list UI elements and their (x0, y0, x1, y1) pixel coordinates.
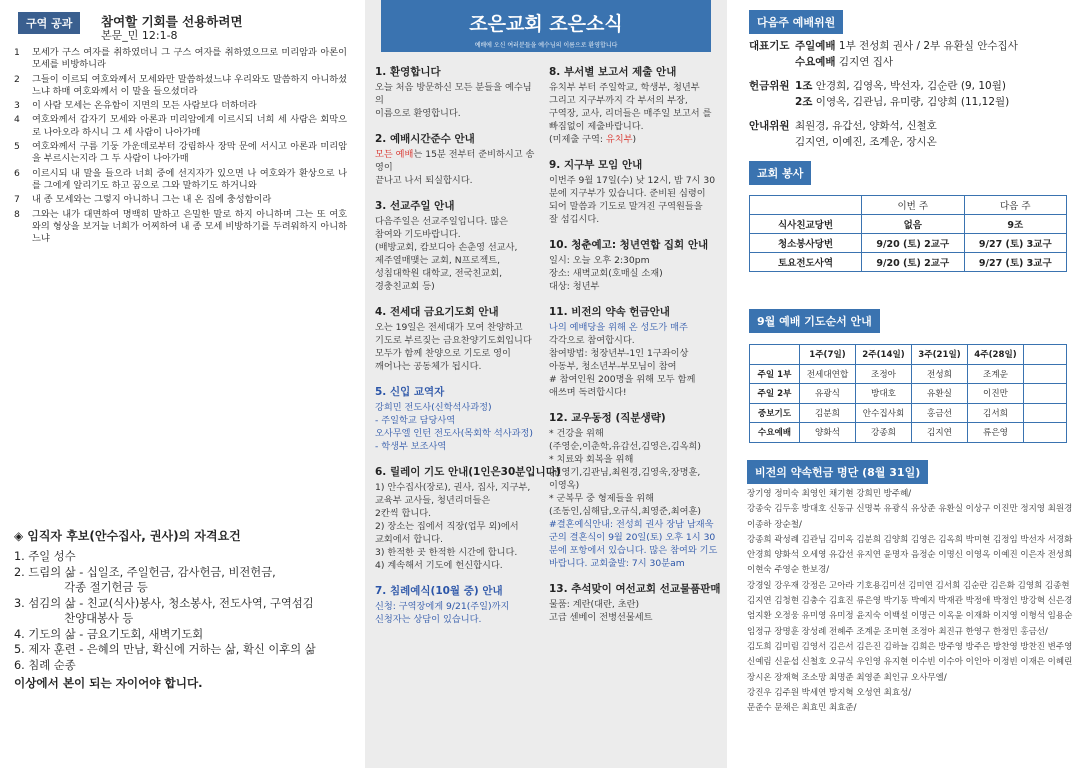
news-line: 이영옥) (549, 480, 580, 491)
news-section (549, 410, 719, 570)
news-line: (권영기,김관님,최원경,김영욱,장명훈, (549, 467, 701, 478)
news-header (381, 0, 711, 52)
news-column-2 (549, 64, 719, 635)
news-line: 이번주 9월 17일(수) 낮 12시, 밤 7시 30 (549, 175, 716, 186)
news-line: 아동부, 청소년부-부모님이 참여 (549, 361, 677, 372)
news-line (375, 148, 540, 174)
news-line: 바랍니다. 교회출발: 7시 30분am (549, 558, 685, 569)
worship-member-line (795, 94, 1009, 110)
vision-name-line: 엄지환 오정웅 유미영 유미정 윤지숙 이백설 이명근 이옥윤 이재화 이지영 이형석 임용순 (747, 611, 1073, 622)
service-corner-cell (750, 196, 862, 215)
news-subtitle: 예배에 오신 여러분들을 예수님의 이름으로 환영합니다 (474, 42, 618, 49)
news-section-title: 12. 교우동정 (직분생략) (549, 412, 666, 424)
news-line: 교회에서 합니다. (375, 534, 443, 545)
verse-text: 그와는 내가 대면하여 명백히 말하고 은밀한 말로 하지 아니하며 그는 또 여호와의 형상을 보거늘 너희가 어찌하여 내 종 모세 비방하기를 두려워하지 아니하느냐 (32, 208, 347, 245)
service-row-label: 토요전도사역 (750, 253, 862, 272)
prayer-cell: 안수집사회 (856, 403, 912, 423)
news-line: * 건강을 위해 (549, 428, 604, 439)
news-line: 유치부 부터 주일학교, 학생부, 청년부 (549, 82, 700, 93)
news-line: - 주일학교 담당사역 (375, 415, 456, 426)
worship-service-name: 2조 (795, 96, 813, 108)
prayer-column-header: 1주(7일) (800, 345, 856, 365)
news-line: (주영순,이춘학,유갑선,김영은,김옥희) (549, 441, 701, 452)
news-section (549, 581, 719, 624)
prayer-cell: 이진만 (968, 384, 1024, 404)
prayer-cell (1024, 423, 1067, 443)
vision-name-line: 장기영 정미숙 최영인 채기현 강희민 방주혜/ (747, 489, 912, 499)
prayer-extra-header (1024, 345, 1067, 365)
prayer-cell (1024, 403, 1067, 423)
prayer-cell: 김지연 (912, 423, 968, 443)
verse-number: 5 (14, 141, 20, 153)
news-line: (조동인,심해담,오규식,최영준,최여훈) (549, 506, 701, 517)
worship-members: 1부 전성희 권사 / 2부 유환실 안수집사 (838, 40, 1018, 52)
vision-name-line: 이종하 장순철/ (747, 519, 802, 530)
news-column-1 (375, 64, 561, 637)
news-line: 빠짐없이 제출바랍니다. (549, 121, 644, 132)
news-line: * 치료와 회복을 위해 (549, 454, 634, 465)
prayer-cell: 유환실 (912, 384, 968, 404)
service-column-header: 다음 주 (964, 196, 1067, 215)
prayer-row (750, 364, 1067, 384)
news-section-body (549, 598, 719, 624)
news-line: 4) 계속해서 기도에 헌신합시다. (375, 560, 503, 571)
news-section-title: 1. 환영합니다 (375, 66, 441, 78)
section-tag-lesson: 구역 공과 (18, 12, 80, 34)
service-next-week: 9/27 (토) 3교구 (964, 234, 1067, 253)
prayer-cell: 양화석 (800, 423, 856, 443)
prayer-cell: 전세대연합 (800, 364, 856, 384)
prayer-cell: 류은영 (968, 423, 1024, 443)
verse-text: 그들이 이르되 여호와께서 모세와만 말씀하셨느냐 우리와도 말씀하지 아니하셨느냐 하매 여호와께서 이 말을 들으셨더라 (32, 73, 347, 97)
prayer-cell (1024, 384, 1067, 404)
news-section (375, 198, 540, 293)
prayer-column-header: 4주(28일) (968, 345, 1024, 365)
verse-row (14, 100, 347, 112)
verse-text: 여호와께서 구름 기둥 가운데로부터 강림하사 장막 문에 서시고 아론과 미리암을 부르시는지라 그 두 사람이 나아가매 (32, 141, 347, 165)
vision-name-line: 임정규 장명훈 장성례 전혜주 조계운 조미현 조정아 최진규 한영구 한정민 홍금선/ (747, 626, 1048, 637)
news-line: # 참여인원 200명을 위해 모두 함께 (549, 374, 696, 385)
service-row (750, 253, 1067, 272)
news-line: * 군복무 중 형제들을 위해 (549, 493, 655, 504)
news-line: 깨어나는 공동체가 됩시다. (375, 361, 482, 372)
prayer-row-label: 수요예배 (750, 423, 800, 443)
verse-row (14, 209, 347, 246)
vision-name-line: 강종숙 김두홍 방대호 신동규 신명북 유광식 유상준 유환실 이상구 이진만 정지영 최원경 (747, 504, 1073, 515)
news-line: 이름으로 환영합니다. (375, 108, 461, 119)
worship-member-line (795, 78, 1009, 94)
news-section-body (375, 481, 540, 572)
news-line: 강희민 전도사(신학석사과정) (375, 402, 492, 413)
news-line: 대상: 청년부 (549, 281, 600, 292)
verse-row (14, 47, 347, 72)
news-section (549, 157, 719, 226)
verse-text: 내 종 모세와는 그렇지 아니하니 그는 내 온 집에 충성함이라 (32, 194, 272, 206)
news-section-body (375, 81, 540, 120)
news-section-title: 8. 부서별 보고서 제출 안내 (549, 66, 677, 78)
news-line: - 학생부 보조사역 (375, 441, 447, 452)
worship-row (749, 78, 1009, 110)
qualification-item: 각종 절기헌금 등 (14, 581, 148, 594)
news-section (375, 304, 540, 373)
vision-name-line: 안경희 양화석 오세영 유갑선 유지연 윤명자 음정순 이명신 이영옥 이예진 이은자 전성희 (747, 550, 1073, 561)
news-line: 장소: 새벽교회(호매실 소재) (549, 268, 663, 279)
news-line: #결혼예식안내: 전성희 권사 장남 남재욱 (549, 519, 714, 530)
left-column (0, 0, 365, 768)
news-section-body (549, 254, 719, 293)
qualification-item: 6. 침례 순종 (14, 658, 76, 672)
news-line (549, 133, 719, 146)
vision-name-line: 강진우 김주원 박세연 방지혁 오성연 최효성/ (747, 687, 912, 698)
prayer-cell: 조정아 (856, 364, 912, 384)
vision-name-line: 강경일 강우재 강정은 고아라 기호용김미선 김미연 김서희 김순란 김은화 김영희 김종현 (747, 580, 1070, 591)
news-line: 신청자는 상담이 있습니다. (375, 614, 482, 625)
vision-name-line: 강종희 곽성례 김관님 김미옥 김분희 김양희 김영은 김옥희 박미현 김정임 박선자 서경화 (747, 534, 1073, 545)
qualification-item: 2. 드림의 삶 - 십일조, 주일헌금, 감사헌금, 비전헌금, (14, 565, 276, 579)
service-table (749, 195, 1067, 272)
news-line: 고급 센베이 전병선물세트 (549, 612, 653, 623)
service-this-week: 없음 (862, 215, 965, 234)
news-line: 참여와 기도바랍니다. (375, 229, 461, 240)
worship-service-name: 1조 (795, 80, 813, 92)
verse-number: 8 (14, 208, 20, 220)
service-header: 교회 봉사 (749, 161, 811, 185)
worship-member-line (795, 38, 1018, 54)
verse-number: 7 (14, 194, 20, 206)
diamond-bullet-icon: ◈ (14, 528, 24, 543)
prayer-cell: 유광식 (800, 384, 856, 404)
news-line: 3) 한적한 곳 한적한 시간에 합니다. (375, 547, 518, 558)
service-next-week: 9/27 (토) 3교구 (964, 253, 1067, 272)
news-section-body (549, 174, 719, 226)
news-line: 물품: 계란(대란, 초란) (549, 599, 640, 610)
worship-members: 안경희, 김영옥, 박선자, 김순란 (9, 10월) (815, 80, 1006, 92)
worship-members: 김지연, 이예진, 조계운, 장시온 (795, 136, 937, 148)
news-line: 일시: 오늘 오후 2:30pm (549, 255, 650, 266)
news-line: 오사무엘 인턴 전도사(목회학 석사과정) (375, 428, 533, 439)
worship-row (749, 38, 1018, 70)
worship-member-line (795, 118, 937, 134)
worship-service-name: 주일예배 (795, 40, 836, 52)
news-line: 1) 안수집사(장로), 권사, 집사, 지구부, (375, 482, 531, 493)
middle-column (365, 0, 727, 768)
news-line: 잘 섬깁시다. (549, 214, 600, 225)
vision-name-line: 김도희 김미림 김영서 김은서 김은진 김하늘 김희은 방주영 방주은 방찬영 방찬진 변주영 (747, 641, 1073, 652)
news-line-rest: ) (632, 134, 637, 145)
news-line: 되어 말씀과 기도로 말겨진 구역원들을 (549, 201, 703, 212)
qualification-item: 3. 섬김의 삶 - 친교(식사)봉사, 청소봉사, 전도사역, 구역섬김 (14, 596, 314, 610)
service-column-header: 이번 주 (862, 196, 965, 215)
vision-name-line: 신예림 신윤섭 신철호 오규식 우인영 유지현 이수빈 이수아 이인아 이정빈 이재은 이혜린 (747, 657, 1073, 668)
worship-role-members (795, 118, 937, 150)
news-section-title: 6. 릴레이 기도 안내(1인은30분입니다) (375, 466, 561, 478)
vision-name-line: 이현숙 주영순 한보경/ (747, 565, 830, 576)
worship-role-members (795, 38, 1018, 70)
prayer-row-label: 주일 1부 (750, 364, 800, 384)
service-header-row (750, 196, 1067, 215)
news-line: 신청: 구역장에게 9/21(주일)까지 (375, 601, 510, 612)
verse-number: 4 (14, 114, 20, 126)
verse-number: 2 (14, 73, 20, 85)
lesson-reference: 본문_민 12:1-8 (101, 29, 178, 42)
verse-text: 여호와께서 갑자기 모세와 아론과 미리암에게 이르시되 너희 세 사람은 회막으로 나아오라 하시니 그 세 사람이 나아가매 (32, 114, 347, 138)
service-row (750, 234, 1067, 253)
qualification-item: 4. 기도의 삶 - 금요기도회, 새벽기도회 (14, 627, 204, 641)
prayer-corner-cell (750, 345, 800, 365)
vision-offering-list (747, 487, 1077, 716)
prayer-cell (1024, 364, 1067, 384)
worship-role-members (795, 78, 1009, 110)
verse-number: 1 (14, 47, 20, 58)
prayer-order-table (749, 344, 1067, 443)
worship-role-label: 헌금위원 (749, 80, 790, 92)
news-line: 경충친교회 등) (375, 281, 435, 292)
verse-number: 6 (14, 167, 20, 179)
verse-row (14, 141, 347, 166)
news-line: 2칸씩 합니다. (375, 508, 432, 519)
news-section-body (375, 401, 540, 453)
news-section (375, 583, 540, 626)
vision-name-line: 김지연 김청현 김충수 김효진 류은영 박기동 박예지 박재관 박정애 박정인 방강혁 신은경 (747, 596, 1073, 607)
verse-text: 이르시되 내 말을 들으라 너희 중에 선지자가 있으면 나 여호와가 환상으로 나를 그에게 알리기도 하고 꿈으로 그와 말하기도 하거니와 (32, 167, 347, 191)
prayer-cell: 김분희 (800, 403, 856, 423)
right-column (727, 0, 1087, 768)
qualification-title: 임직자 후보(안수집사, 권사)의 자격요건 (27, 529, 241, 543)
news-line-highlight: 유치부 (605, 134, 633, 145)
news-section-body (375, 148, 540, 187)
prayer-cell: 조계운 (968, 364, 1024, 384)
service-row-label: 청소봉사당번 (750, 234, 862, 253)
prayer-cell: 강종희 (856, 423, 912, 443)
prayer-cell: 홍금선 (912, 403, 968, 423)
news-line: 애쓰며 독려합시다! (549, 387, 627, 398)
qualification-item: 1. 주일 성수 (14, 550, 76, 563)
news-line: 모두가 함께 찬양으로 기도로 영이 (375, 348, 511, 359)
prayer-header-row (750, 345, 1067, 365)
news-line: 기도로 부르짖는 금요찬양기도회입니다 (375, 335, 532, 346)
news-line-highlight: 모든 예배 (375, 149, 414, 160)
news-section (375, 64, 540, 120)
qualification-footer: 이상에서 본이 되는 자이어야 합니다. (14, 676, 203, 690)
news-line: 오는 19일은 전세대가 모여 찬양하고 (375, 322, 523, 333)
news-section-body (549, 81, 719, 146)
news-line: 참여방법: 청장년부-1인 1구좌이상 (549, 348, 689, 359)
qualification-item: 찬양대봉사 등 (14, 612, 134, 625)
news-section-title: 5. 신입 교역자 (375, 386, 445, 398)
news-section (549, 237, 719, 293)
worship-members: 이영옥, 김관님, 유미량, 김양희 (11,12월) (815, 96, 1010, 108)
worship-role-label: 안내위원 (749, 120, 790, 132)
verse-row (14, 168, 347, 193)
verse-row (14, 194, 347, 206)
service-row-label: 식사친교당번 (750, 215, 862, 234)
vision-name-line: 장시온 장재혁 조소망 최명준 최영준 최인규 오사무엘/ (747, 672, 947, 683)
service-row (750, 215, 1067, 234)
worship-committee-header: 다음주 예배위원 (749, 10, 843, 34)
news-line: 군의 결혼식이 9월 20일(토) 오후 1시 30 (549, 532, 716, 543)
service-next-week: 9조 (964, 215, 1067, 234)
news-section-body (549, 321, 719, 399)
news-section-title: 7. 침례예식(10월 중) 안내 (375, 585, 503, 597)
news-line: 교육부 교사들, 청년리더들은 (375, 495, 491, 506)
news-line: 나의 예배당을 위해 온 성도가 매주 (549, 322, 688, 333)
qualification-heading (14, 527, 354, 544)
prayer-row (750, 423, 1067, 443)
news-title: 조은교회 조은소식 (469, 13, 623, 35)
news-line: 그리고 지구부까지 각 부서의 부장, (549, 95, 688, 106)
verse-text: 이 사람 모세는 온유함이 지면의 모든 사람보다 더하더라 (32, 100, 257, 112)
news-section (375, 131, 540, 187)
prayer-column-header: 3주(21일) (912, 345, 968, 365)
news-section (549, 304, 719, 399)
news-line: (배방교회, 캄보디아 손춘영 선교사, (375, 242, 518, 253)
vision-name-line: 문준수 문채은 최효민 최효준/ (747, 703, 857, 714)
news-line-text: (미제출 구역: (549, 134, 606, 145)
prayer-row-label: 중보기도 (750, 403, 800, 423)
prayer-row (750, 384, 1067, 404)
news-section-body (549, 427, 719, 570)
verse-row (14, 74, 347, 99)
news-section-title: 13. 추석맞이 여선교회 선교물품판매 (549, 583, 721, 595)
news-section-title: 10. 청춘예고: 청년연합 집회 안내 (549, 239, 709, 251)
news-line: 오늘 처음 방문하신 모든 분들을 예수님의 (375, 82, 532, 106)
qualification-section (14, 527, 354, 691)
prayer-column-header: 2주(14일) (856, 345, 912, 365)
worship-members: 최원경, 유갑선, 양화석, 신철호 (795, 120, 937, 132)
worship-service-name: 수요예배 (795, 56, 836, 68)
qualification-item: 5. 제자 훈련 - 은혜의 만남, 확신에 거하는 삶, 확신 이후의 삶 (14, 643, 316, 656)
news-section-title: 4. 전세대 금요기도회 안내 (375, 306, 499, 318)
news-section (549, 64, 719, 146)
prayer-row (750, 403, 1067, 423)
news-line: 다음주일은 선교주일입니다. 많은 (375, 216, 509, 227)
service-this-week: 9/20 (토) 2교구 (862, 253, 965, 272)
news-line: 분에 포항에서 있습니다. 많은 참여와 기도 (549, 545, 718, 556)
verse-list (14, 47, 347, 247)
prayer-order-header: 9월 예배 기도순서 안내 (749, 309, 880, 333)
news-section-body (375, 600, 540, 626)
worship-member-line (795, 54, 1018, 70)
prayer-cell: 김서희 (968, 403, 1024, 423)
worship-members: 김지연 집사 (838, 56, 893, 68)
lesson-title: 참여할 기회를 선용하려면 (101, 14, 243, 29)
worship-role-label: 대표기도 (749, 40, 790, 52)
news-section-title: 9. 지구부 모임 안내 (549, 159, 643, 171)
prayer-row-label: 주일 2부 (750, 384, 800, 404)
verse-number: 3 (14, 100, 20, 112)
news-line: 성침대학원 대학교, 전국친교회, (375, 268, 503, 279)
news-line: 2) 장소는 집에서 직장(업무 외)에서 (375, 521, 519, 532)
worship-member-line (795, 134, 937, 150)
news-section-body (375, 321, 540, 373)
news-line: 제주열매맺는 교회, N프로젝트, (375, 255, 501, 266)
news-section (375, 384, 540, 453)
worship-row (749, 118, 937, 150)
verse-text: 모세가 구스 여자를 취하였더니 그 구스 여자를 취하였으므로 미리암과 아론이 모세를 비방하니라 (32, 47, 347, 71)
service-this-week: 9/20 (토) 2교구 (862, 234, 965, 253)
news-section-title: 2. 예배시간준수 안내 (375, 133, 475, 145)
news-line: 구역장, 교사, 리더들은 매주일 보고서 를 (549, 108, 712, 119)
news-section (375, 464, 561, 572)
news-line-rest: 는 15분 전부터 준비하시고 송영이 (375, 149, 535, 173)
news-section-title: 3. 선교주일 안내 (375, 200, 455, 212)
qualification-list (14, 549, 354, 673)
news-line: 각각으로 참여합시다. (549, 335, 635, 346)
news-section-title: 11. 비전의 약속 헌금안내 (549, 306, 670, 318)
news-section-body (375, 215, 540, 293)
news-line: 끝나고 나서 퇴실합시다. (375, 175, 473, 186)
prayer-cell: 방대호 (856, 384, 912, 404)
vision-offering-header: 비전의 약속헌금 명단 (8월 31일) (747, 460, 928, 484)
prayer-cell: 전성희 (912, 364, 968, 384)
news-line: 분에 지구부가 있습니다. 준비된 심령이 (549, 188, 706, 199)
verse-row (14, 114, 347, 139)
